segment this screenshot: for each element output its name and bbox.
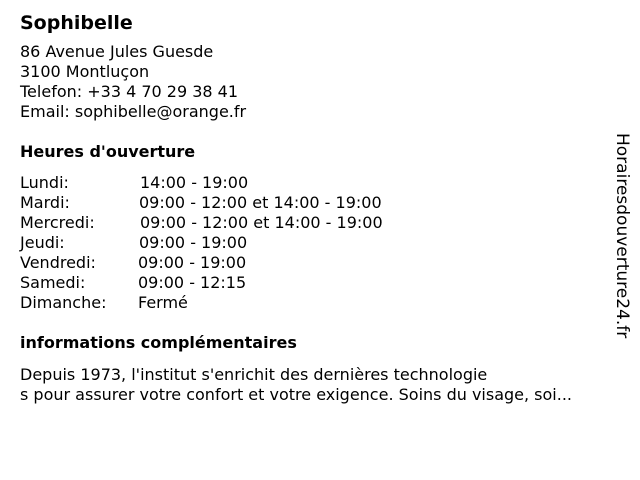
time-range: 14:00 - 19:00 xyxy=(140,173,249,192)
day-label: Dimanche: xyxy=(20,293,107,312)
hours-row-friday xyxy=(20,253,610,273)
time-range: 09:00 - 12:00 et 14:00 - 19:00 xyxy=(139,193,382,212)
hours-row-wednesday xyxy=(20,213,610,233)
additional-info-heading: informations complémentaires xyxy=(20,333,297,352)
time-range: 09:00 - 12:00 et 14:00 - 19:00 xyxy=(140,213,383,232)
day-label: Jeudi: xyxy=(20,233,65,252)
time-range: 09:00 - 12:15 xyxy=(138,273,247,292)
opening-hours-heading: Heures d'ouverture xyxy=(20,142,196,161)
opening-hours-list xyxy=(20,173,610,313)
hours-row-sunday xyxy=(20,293,610,313)
hours-row-tuesday xyxy=(20,193,610,213)
day-label: Mardi: xyxy=(20,193,70,212)
business-card xyxy=(20,10,610,405)
hours-row-monday xyxy=(20,173,610,193)
description-line-1: Depuis 1973, l'institut s'enrichit des dernières technologie xyxy=(20,365,488,384)
address-line-1: 86 Avenue Jules Guesde xyxy=(20,42,214,61)
time-range: 09:00 - 19:00 xyxy=(139,233,248,252)
description-line-2: s pour assurer votre confort et votre exigence. Soins du visage, soi... xyxy=(20,385,573,404)
day-label: Vendredi: xyxy=(20,253,96,272)
time-range: 09:00 - 19:00 xyxy=(138,253,247,272)
day-label: Samedi: xyxy=(20,273,86,292)
day-label: Mercredi: xyxy=(20,213,95,232)
time-range: Fermé xyxy=(138,293,188,312)
address-line-2: 3100 Montluçon xyxy=(20,62,150,81)
email-address: Email: sophibelle@orange.fr xyxy=(20,102,247,121)
day-label: Lundi: xyxy=(20,173,69,192)
phone-number: Telefon: +33 4 70 29 38 41 xyxy=(20,82,239,101)
site-watermark: Horairesdouverture24.fr xyxy=(612,133,632,339)
business-name: Sophibelle xyxy=(20,12,133,34)
hours-row-saturday xyxy=(20,273,610,293)
hours-row-thursday xyxy=(20,233,610,253)
